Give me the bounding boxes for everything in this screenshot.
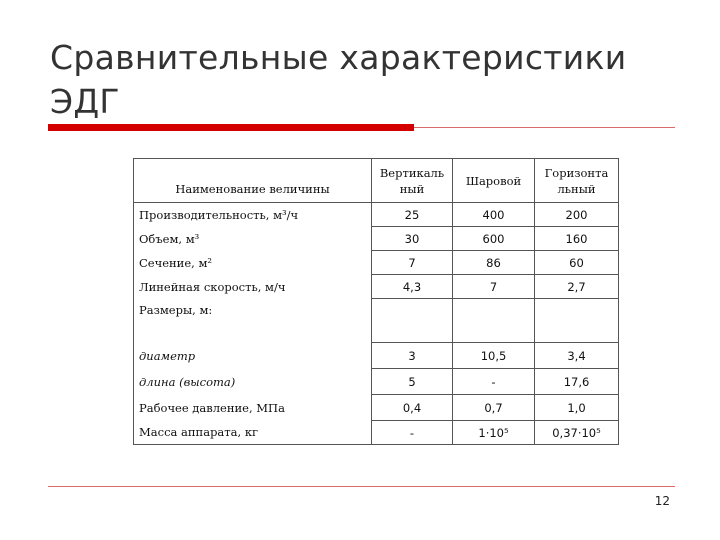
cell-value: 10,5 [453,343,535,369]
cell-value: 200 [535,203,619,227]
cell-value: 17,6 [535,369,619,395]
cell-value: 3,4 [535,343,619,369]
page-number: 12 [654,494,670,508]
cell-value: 400 [453,203,535,227]
cell-value: - [453,369,535,395]
cell-value: 600 [453,227,535,251]
cell-value: 5 [372,369,453,395]
row-name: Производительность, м³/ч [134,203,372,227]
table-row [134,227,619,251]
table-row [134,275,619,299]
row-name: диаметр [134,343,372,369]
cell-value: 2,7 [535,275,619,299]
cell-value: 1·10⁵ [453,421,535,445]
cell-value: 30 [372,227,453,251]
slide-title [50,36,690,124]
table-row [134,343,619,369]
cell-value [453,299,535,343]
row-name: длина (высота) [134,369,372,395]
header-spherical: Шаровой [453,159,535,203]
table-header-row [134,159,619,203]
row-name: Размеры, м: [134,299,372,343]
table-row [134,299,619,343]
slide-title-line2: ЭДГ [50,82,120,121]
cell-value: 7 [372,251,453,275]
header-name: Наименование величины [134,159,372,203]
cell-value [535,299,619,343]
row-name: Объем, м³ [134,227,372,251]
cell-value: 0,7 [453,395,535,421]
row-name: Сечение, м² [134,251,372,275]
row-name: Линейная скорость, м/ч [134,275,372,299]
row-name: Масса аппарата, кг [134,421,372,445]
cell-value: 4,3 [372,275,453,299]
table-row [134,421,619,445]
table-row [134,395,619,421]
header-horizontal: Горизонта льный [535,159,619,203]
cell-value: 86 [453,251,535,275]
table-row [134,251,619,275]
cell-value: 0,4 [372,395,453,421]
cell-value: 60 [535,251,619,275]
cell-value: 0,37·10⁵ [535,421,619,445]
row-name: Рабочее давление, МПа [134,395,372,421]
cell-value: 160 [535,227,619,251]
table-row [134,203,619,227]
cell-value: 1,0 [535,395,619,421]
slide-title-line1: Сравнительные характеристики [50,38,627,77]
cell-value: 7 [453,275,535,299]
cell-value: - [372,421,453,445]
table-row [134,369,619,395]
header-vertical: Вертикаль ный [372,159,453,203]
comparison-table [133,158,619,445]
cell-value [372,299,453,343]
footer-divider [48,486,675,487]
title-divider-accent [48,124,414,131]
cell-value: 25 [372,203,453,227]
cell-value: 3 [372,343,453,369]
